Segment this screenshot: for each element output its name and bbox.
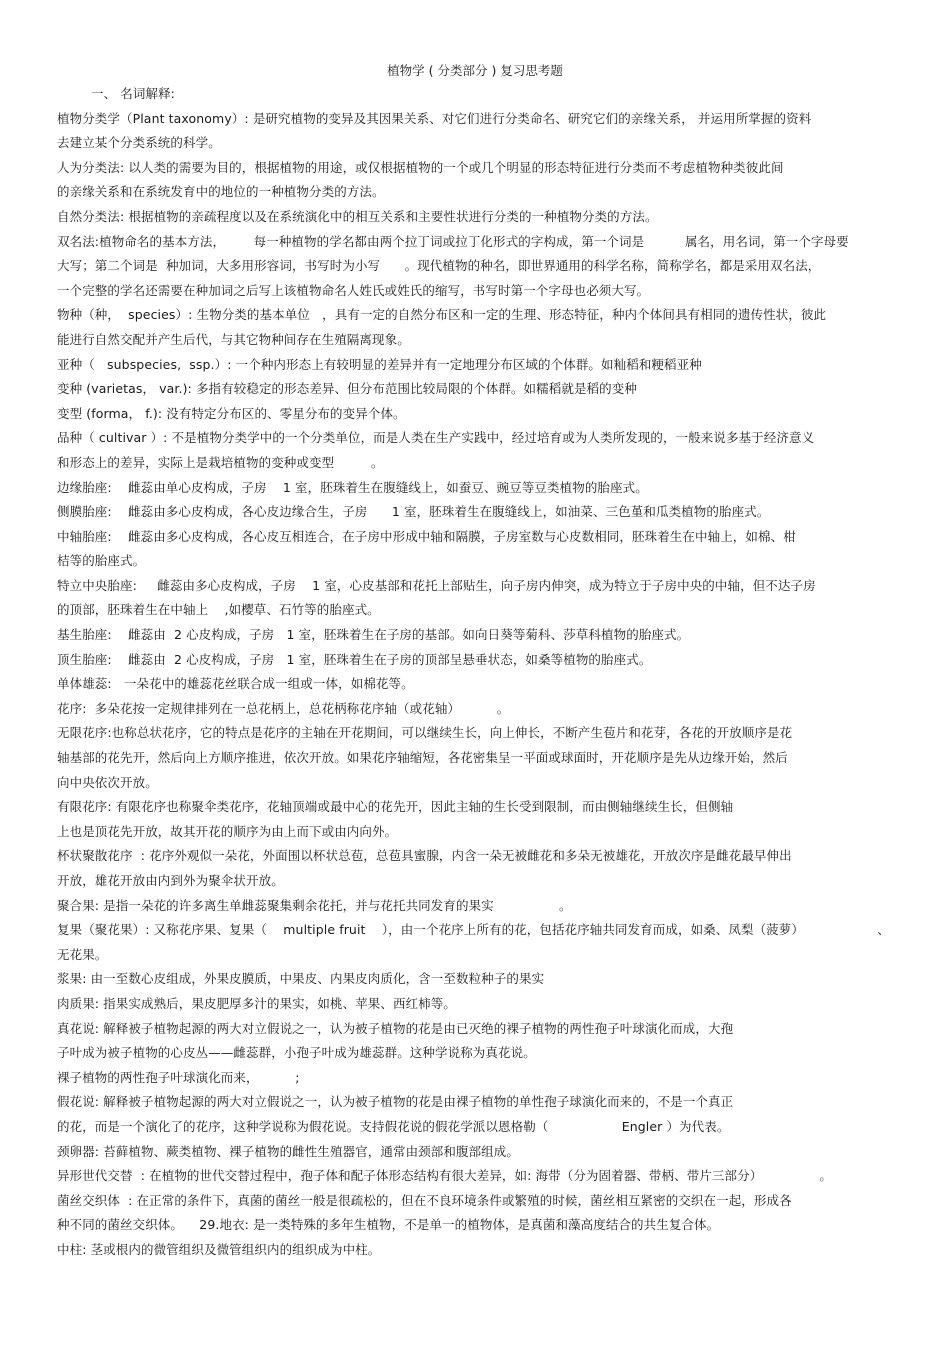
text-line: 子叶成为被子植物的心皮丛——雌蕊群，小孢子叶成为雄蕊群。这种学说称为真花说。 — [57, 1045, 536, 1061]
text-line: 假花说: 解释被子植物起源的两大对立假说之一，认为被子植物的花是由裸子植物的单性孢子球演化而来的，不是一个真正 — [57, 1094, 734, 1110]
text-line: 向中央依次开放。 — [57, 774, 158, 790]
text-line: 一个完整的学名还需要在种加词之后写上该植物命名人姓氏或姓氏的缩写，书写时第一个字母也必须大写。 — [57, 282, 650, 298]
text-line: 单体雄蕊: 一朵花中的雄蕊花丝联合成一组或一体，如棉花等。 — [57, 676, 414, 692]
text-line: 花序: 多朵花按一定规律排列在一总花柄上，总花柄称花序轴（或花轴） 。 — [57, 700, 510, 716]
text-line: 变种 (varietas， var.): 多指有较稳定的形态差异、但分布范围比较局限的个体群。如糯稻就是稻的变种 — [57, 381, 637, 397]
text-line: 变型 (forma， f.): 没有特定分布区的、零星分布的变异个体。 — [57, 405, 406, 421]
text-line: 品种（ cultivar ）: 不是植物分类学中的一个分类单位，而是人类在生产实践中，经过培育或为人类所发现的，一般来说多基于经济意义 — [57, 430, 815, 446]
text-line: 中轴胎座: 雌蕊由多心皮构成，各心皮互相连合，在子房中形成中轴和隔膜，子房室数与心皮数相同，胚珠着生在中轴上，如棉、柑 — [57, 528, 796, 544]
text-line: 能进行自然交配并产生后代，与其它物种间存在生殖隔离现象。 — [57, 331, 410, 347]
text-line: 裸子植物的两性孢子叶球演化而来， ; — [57, 1069, 300, 1085]
text-line: 复果（聚花果）: 又称花序果、复果（ multiple fruit ），由一个花序上所有的花，包括花序轴共同发育而成，如桑、凤梨（菠萝） 、 — [57, 922, 890, 938]
text-line: 中柱: 茎或根内的微管组织及微管组织内的组织成为中柱。 — [57, 1241, 381, 1257]
text-line: 上也是顶花先开放，故其开花的顺序为由上而下或由内向外。 — [57, 823, 398, 839]
text-line: 自然分类法: 根据植物的亲疏程度以及在系统演化中的相互关系和主要性状进行分类的一种植物分类的方法。 — [57, 208, 658, 224]
text-line: 物种（种， species）: 生物分类的基本单位 ，具有一定的自然分布区和一定的生理、形态特征，种内个体间具有相同的遗传性状，彼此 — [57, 307, 827, 323]
section-heading: 一、 名词解释: — [91, 86, 175, 101]
document-title: 植物学 ( 分类部分 ) 复习思考题 — [387, 63, 563, 78]
text-line: 的亲缘关系和在系统发育中的地位的一种植物分类的方法。 — [57, 184, 385, 200]
text-line: 基生胎座: 雌蕊由 2 心皮构成，子房 1 室，胚珠着生在子房的基部。如向日葵等菊科、莎草科植物的胎座式。 — [57, 627, 690, 643]
text-line: 桔等的胎座式。 — [57, 553, 146, 569]
text-line: 聚合果: 是指一朵花的许多离生单雌蕊聚集剩余花托，并与花托共同发育的果实 。 — [57, 897, 572, 913]
text-line: 杯状聚散花序 : 花序外观似一朵花，外面围以杯状总苞，总苞具蜜腺，内含一朵无被雌花和多朵无被雄花，开放次序是雌花最早伸出 — [57, 848, 792, 864]
text-line: 特立中央胎座: 雌蕊由多心皮构成，子房 1 室，心皮基部和花托上部贴生，向子房内伸突，成为特立于子房中央的中轴，但不达子房 — [57, 577, 816, 593]
text-line: 双名法:植物命名的基本方法， 每一种植物的学名都由两个拉丁词或拉丁化形式的字构成，第一个词是 属名，用名词，第一个字母要 — [57, 233, 849, 249]
text-line: 浆果: 由一至数心皮组成，外果皮膜质，中果皮、内果皮肉质化，含一至数粒种子的果实 — [57, 971, 545, 987]
text-line: 的花，而是一个演化了的花序，这种学说称为假花说。支持假花说的假花学派以恩格勒（ Engler ）为代表。 — [57, 1118, 730, 1134]
text-line: 有限花序: 有限花序也称聚伞类花序，花轴顶端或最中心的花先开，因此主轴的生长受到限制，而由侧轴继续生长，但侧轴 — [57, 799, 734, 815]
text-line: 边缘胎座: 雌蕊由单心皮构成，子房 1 室，胚珠着生在腹缝线上，如蚕豆、豌豆等豆类植物的胎座式。 — [57, 479, 648, 495]
text-line: 人为分类法: 以人类的需要为目的，根据植物的用途，或仅根据植物的一个或几个明显的形态特征进行分类而不考虑植物种类彼此间 — [57, 159, 784, 175]
text-line: 大写；第二个词是 种加词，大多用形容词，书写时为小写 。现代植物的种名，即世界通用的科学名称，简称学名，都是采用双名法， — [57, 258, 821, 274]
text-line: 的顶部，胚珠着生在中轴上 ,如樱草、石竹等的胎座式。 — [57, 602, 380, 618]
text-line: 真花说: 解释被子植物起源的两大对立假说之一，认为被子植物的花是由已灭绝的裸子植物的两性孢子叶球演化而成，大孢 — [57, 1020, 734, 1036]
text-line: 菌丝交织体 : 在正常的条件下，真菌的菌丝一般是很疏松的，但在不良环境条件或繁殖的时候，菌丝相互紧密的交织在一起，形成各 — [57, 1192, 792, 1208]
text-line: 种不同的菌丝交织体。 29.地衣: 是一类特殊的多年生植物，不是单一的植物体，是真菌和藻高度结合的共生复合体。 — [57, 1217, 720, 1233]
text-line: 去建立某个分类系统的科学。 — [57, 135, 221, 151]
document-body — [57, 82, 899, 1263]
text-line: 肉质果: 指果实成熟后，果皮肥厚多汁的果实，如桃、苹果、西红柿等。 — [57, 995, 456, 1011]
text-line: 无限花序:也称总状花序，它的特点是花序的主轴在开花期间，可以继续生长，向上伸长，不断产生苞片和花芽，各花的开放顺序是花 — [57, 725, 793, 741]
text-line: 异形世代交替 : 在植物的世代交替过程中，孢子体和配子体形态结构有很大差异，如: 海带（分为固着器、带柄、带片三部分） 。 — [57, 1168, 832, 1184]
text-line: 轴基部的花先开，然后向上方顺序推进，依次开放。如果花序轴缩短，各花密集呈一平面或球面时，开花顺序是先从边缘开始，然后 — [57, 750, 788, 766]
text-line: 植物分类学（Plant taxonomy）: 是研究植物的变异及其因果关系、对它们进行分类命名、研究它们的亲缘关系， 并运用所掌握的资料 — [57, 110, 812, 126]
text-line: 亚种（ subspecies, ssp.）: 一个种内形态上有较明显的差异并有一定地理分布区域的个体群。如籼稻和粳稻亚种 — [57, 356, 702, 372]
text-line: 侧膜胎座: 雌蕊由多心皮构成，各心皮边缘合生，子房 1 室，胚珠着生在腹缝线上，如油菜、三色堇和瓜类植物的胎座式。 — [57, 504, 770, 520]
text-line: 和形态上的差异，实际上是栽培植物的变种或变型 。 — [57, 454, 384, 470]
text-line: 顶生胎座: 雌蕊由 2 心皮构成，子房 1 室，胚珠着生在子房的顶部呈悬垂状态，如桑等植物的胎座式。 — [57, 651, 652, 667]
text-line: 颈卵器: 苔藓植物、蕨类植物、裸子植物的雌性生殖器官，通常由颈部和腹部组成。 — [57, 1143, 519, 1159]
text-line: 无花果。 — [57, 946, 108, 962]
text-line: 开放，雄花开放由内到外为聚伞状开放。 — [57, 873, 284, 888]
